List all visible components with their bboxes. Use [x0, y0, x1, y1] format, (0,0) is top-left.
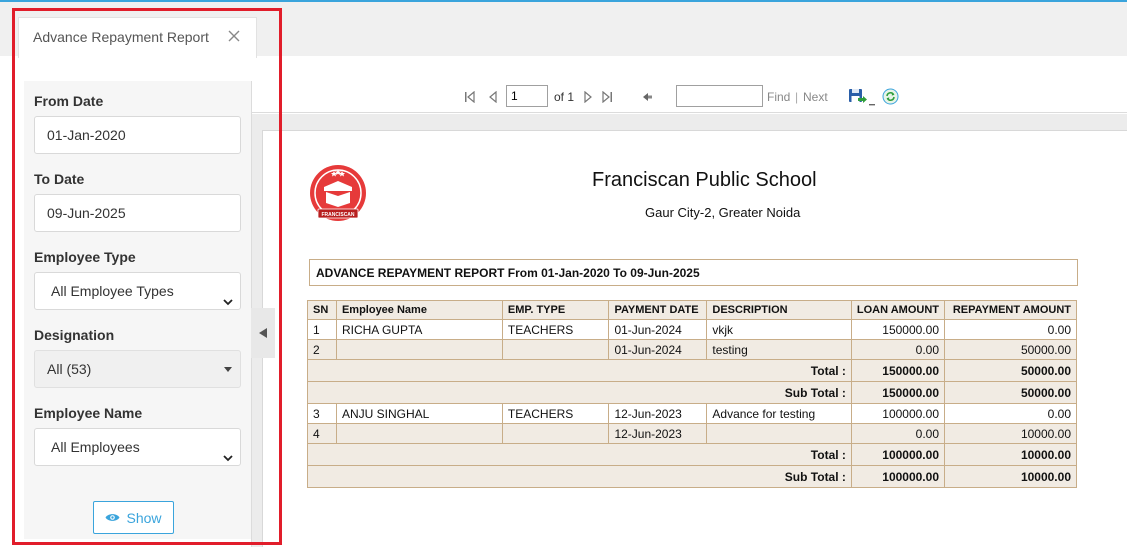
column-header-payment-date: PAYMENT DATE	[609, 301, 707, 320]
school-logo-text: FRANCISCAN	[321, 212, 355, 218]
subtotal-loan-amount: 100000.00	[851, 466, 944, 488]
subtotal-repayment-amount: 10000.00	[945, 466, 1077, 488]
export-dropdown-icon[interactable]	[869, 94, 875, 112]
page-count-label: of 1	[554, 90, 575, 104]
cell-payment-date: 01-Jun-2024	[609, 320, 707, 340]
cell-loan-amount: 100000.00	[851, 404, 944, 424]
subtotal-label: Sub Total :	[308, 466, 852, 488]
total-loan-amount: 150000.00	[851, 360, 944, 382]
previous-page-icon[interactable]	[488, 90, 498, 108]
table-header-row	[308, 301, 1077, 320]
designation-value: All (53)	[47, 361, 92, 377]
column-header-employee-name: Employee Name	[336, 301, 502, 320]
tab-advance-repayment-report[interactable]	[18, 17, 257, 58]
find-next-link[interactable]: Next	[803, 90, 828, 104]
total-label: Total :	[308, 360, 852, 382]
table-row	[308, 404, 1077, 424]
cell-sn: 1	[308, 320, 337, 340]
cell-emp-type: TEACHERS	[502, 320, 609, 340]
find-separator: |	[795, 90, 799, 104]
caret-down-icon	[224, 367, 232, 372]
cell-description	[707, 424, 852, 444]
cell-repayment-amount: 0.00	[945, 320, 1077, 340]
cell-emp-type: TEACHERS	[502, 404, 609, 424]
last-page-icon[interactable]	[601, 90, 613, 108]
total-row	[308, 444, 1077, 466]
cell-emp-type	[502, 424, 609, 444]
employee-name-select[interactable]	[34, 428, 241, 466]
tab-bar	[0, 2, 1127, 56]
chevron-down-icon	[222, 285, 234, 297]
show-button-label: Show	[126, 509, 162, 526]
cell-employee-name: RICHA GUPTA	[336, 320, 502, 340]
chevron-down-icon	[222, 441, 234, 453]
column-header-loan-amount: LOAN AMOUNT	[851, 301, 944, 320]
refresh-icon[interactable]	[882, 88, 899, 110]
find-input[interactable]	[676, 85, 763, 107]
subtotal-row	[308, 382, 1077, 404]
school-name: Franciscan Public School	[592, 169, 817, 191]
designation-label: Designation	[34, 327, 115, 343]
cell-payment-date: 01-Jun-2024	[609, 340, 707, 360]
subtotal-loan-amount: 150000.00	[851, 382, 944, 404]
employee-type-select[interactable]	[34, 272, 241, 310]
school-logo	[308, 165, 368, 225]
to-date-input[interactable]: 09-Jun-2025	[34, 194, 241, 232]
cell-description: testing	[707, 340, 852, 360]
table-row	[308, 340, 1077, 360]
cell-sn: 2	[308, 340, 337, 360]
first-page-icon[interactable]	[464, 90, 476, 108]
report-toolbar	[252, 81, 1127, 113]
designation-select[interactable]	[34, 350, 241, 388]
employee-name-label: Employee Name	[34, 405, 143, 421]
export-save-icon[interactable]	[848, 88, 870, 109]
report-canvas	[252, 114, 1127, 547]
subtotal-row	[308, 466, 1077, 488]
back-icon[interactable]	[641, 90, 653, 108]
to-date-label: To Date	[34, 171, 85, 187]
subtotal-repayment-amount: 50000.00	[945, 382, 1077, 404]
from-date-input[interactable]: 01-Jan-2020	[34, 116, 241, 154]
cell-employee-name	[336, 340, 502, 360]
filter-panel	[24, 81, 251, 539]
employee-type-label: Employee Type	[34, 249, 136, 265]
report-title: ADVANCE REPAYMENT REPORT From 01-Jan-2020 To 09-Jun-2025	[309, 259, 1078, 286]
employee-name-value: All Employees	[51, 439, 140, 455]
total-repayment-amount: 50000.00	[945, 360, 1077, 382]
total-loan-amount: 100000.00	[851, 444, 944, 466]
cell-employee-name	[336, 424, 502, 444]
school-address: Gaur City-2, Greater Noida	[645, 205, 801, 220]
cell-description: Advance for testing	[707, 404, 852, 424]
table-row	[308, 424, 1077, 444]
find-link[interactable]: Find	[767, 90, 791, 104]
cell-employee-name: ANJU SINGHAL	[336, 404, 502, 424]
cell-sn: 4	[308, 424, 337, 444]
cell-loan-amount: 0.00	[851, 340, 944, 360]
eye-icon	[105, 510, 120, 526]
collapse-panel-toggle[interactable]	[251, 308, 275, 358]
cell-payment-date: 12-Jun-2023	[609, 404, 707, 424]
column-header-description: DESCRIPTION	[707, 301, 852, 320]
collapse-left-icon	[259, 328, 267, 338]
cell-repayment-amount: 50000.00	[945, 340, 1077, 360]
column-header-emp-type: EMP. TYPE	[502, 301, 609, 320]
cell-emp-type	[502, 340, 609, 360]
show-button[interactable]	[93, 501, 174, 534]
tab-title: Advance Repayment Report	[33, 29, 209, 45]
page-number-input[interactable]	[506, 85, 548, 107]
next-page-icon[interactable]	[583, 90, 593, 108]
column-header-sn: SN	[308, 301, 337, 320]
cell-loan-amount: 150000.00	[851, 320, 944, 340]
report-viewer	[251, 81, 1127, 547]
cell-payment-date: 12-Jun-2023	[609, 424, 707, 444]
repayment-table	[307, 300, 1077, 488]
report-page	[262, 130, 1127, 547]
cell-repayment-amount: 10000.00	[945, 424, 1077, 444]
cell-description: vkjk	[707, 320, 852, 340]
cell-sn: 3	[308, 404, 337, 424]
total-repayment-amount: 10000.00	[945, 444, 1077, 466]
cell-repayment-amount: 0.00	[945, 404, 1077, 424]
total-label: Total :	[308, 444, 852, 466]
from-date-label: From Date	[34, 93, 104, 109]
employee-type-value: All Employee Types	[51, 283, 174, 299]
table-row	[308, 320, 1077, 340]
cell-loan-amount: 0.00	[851, 424, 944, 444]
subtotal-label: Sub Total :	[308, 382, 852, 404]
total-row	[308, 360, 1077, 382]
column-header-repayment-amount: REPAYMENT AMOUNT	[945, 301, 1077, 320]
close-icon[interactable]	[226, 28, 242, 44]
